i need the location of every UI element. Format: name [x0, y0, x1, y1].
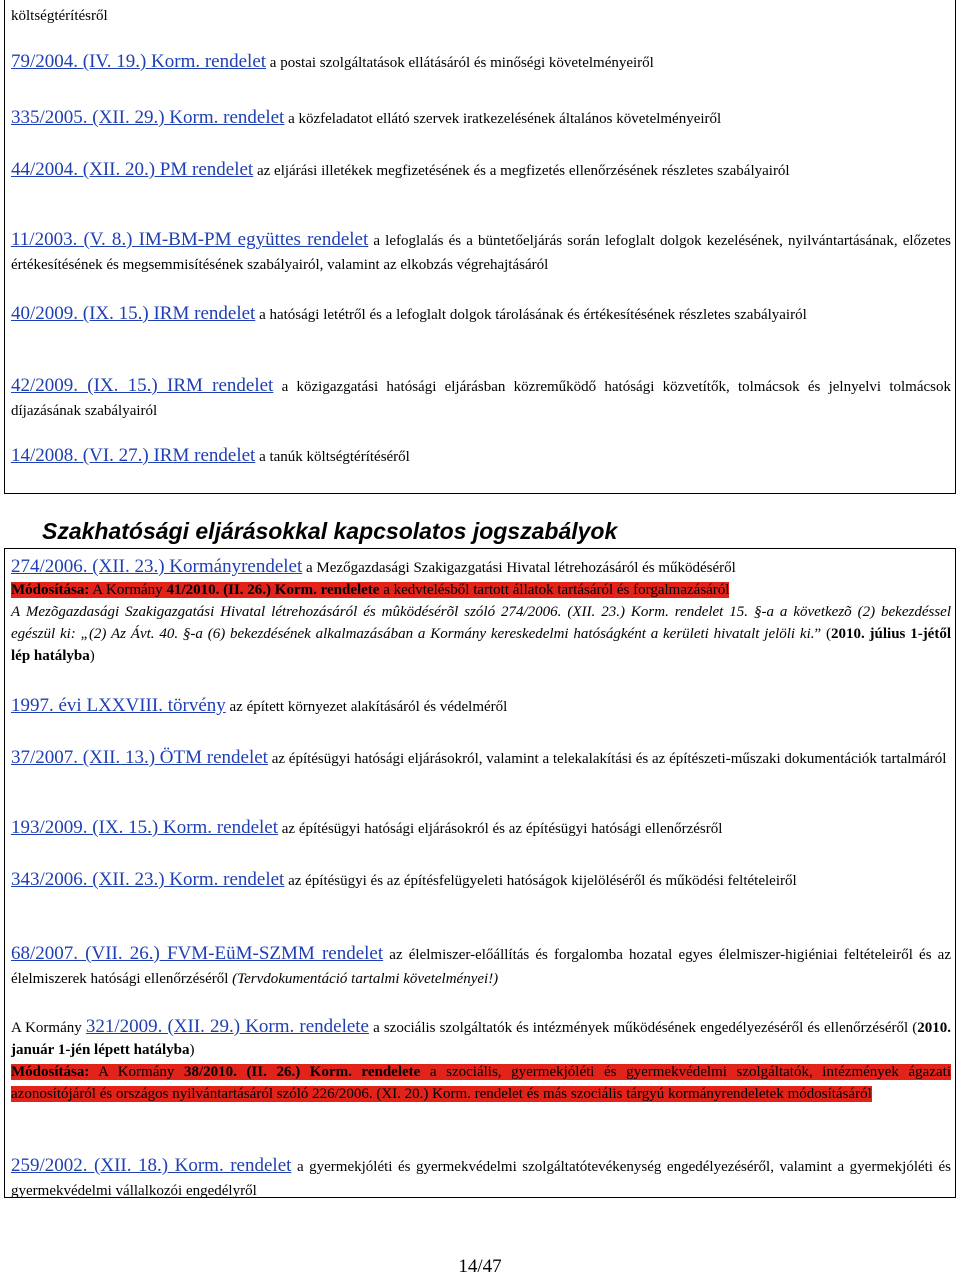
law-link[interactable]: 259/2002. (XII. 18.) Korm. rendelet	[11, 1155, 292, 1176]
amendment-highlight: Módosítása: A Kormány 41/2010. (II. 26.) Korm. rendelete a kedvtelésből tartott állatok tartásáról és forgalmazásáról	[11, 582, 730, 598]
law-link[interactable]: 37/2007. (XII. 13.) ÖTM rendelet	[11, 747, 268, 768]
law-link[interactable]: 79/2004. (IV. 19.) Korm. rendelet	[11, 51, 267, 72]
law-link[interactable]: 44/2004. (XII. 20.) PM rendelet	[11, 159, 254, 180]
list-item	[11, 302, 951, 327]
amendment-text: A Mezõgazdasági Szakigazgatási Hivatal létrehozásáról és mûködésérõl szóló 274/2006. (XII. 23.) Korm. rendelet 15. §-a a következõ (2) bekezdéssel egészül ki: „(2) Az Ávt. 40. §-a (6) bekezdésének alkalmazásában a Kormány kereskedelmi hatóságként a kerületi hivatalt jelöli ki.	[11, 604, 951, 642]
law-link[interactable]: 1997. évi LXXVIII. törvény	[11, 695, 226, 716]
law-description: az építésügyi hatósági eljárásokról és az építésügyi hatósági ellenőrzésről	[278, 821, 723, 837]
list-item	[11, 106, 951, 131]
law-description: a Mezőgazdasági Szakigazgatási Hivatal létrehozásáról és működéséről	[302, 560, 736, 576]
section-heading: Szakhatósági eljárásokkal kapcsolatos jogszabályok	[42, 518, 618, 544]
law-description: a lefoglalás és a büntetőeljárás során lefoglalt dolgok kezelésének, nyilvántartásának, előzetes értékesítésének és megsemmisítésének szabályairól, valamint az elkobzás végrehajtásáról	[11, 233, 952, 273]
list-item	[11, 694, 951, 719]
law-description: az épített környezet alakításáról és védelméről	[225, 699, 508, 715]
law-description: a szociális szolgáltatók és intézmények működésének engedélyezéséről és ellenőrzéséről (	[369, 1020, 918, 1036]
law-link[interactable]: 321/2009. (XII. 29.) Korm. rendelete	[85, 1016, 369, 1037]
law-note: (Tervdokumentáció tartalmi követelményei!)	[232, 971, 499, 987]
page-number: 14/47	[458, 1256, 502, 1277]
list-item	[11, 942, 951, 991]
text-line: költségtérítésről	[11, 8, 108, 24]
law-link[interactable]: 68/2007. (VII. 26.) FVM-EüM-SZMM rendelet	[11, 943, 384, 964]
law-description: az építésügyi és az építésfelügyeleti hatóságok kijelöléséről és működési feltételeiről	[284, 873, 797, 889]
law-description: a közigazgatási hatósági eljárásban közreműködő hatósági közvetítők, tolmácsok és jelnyelvi tolmácsok díjazásának szabályairól	[11, 379, 951, 419]
list-item	[11, 746, 951, 771]
amendment-highlight: Módosítása: A Kormány 38/2010. (II. 26.) Korm. rendelete a szociális, gyermekjóléti és gyermekvédelmi szolgáltatók, intézmények ágazati azonosítójáról és országos nyilvántartásáról szóló 226/2006. (XI. 20.) Korm. rendelet és más szociális tárgyú kormányrendeletek módosításáról	[11, 1064, 951, 1102]
law-link[interactable]: 193/2009. (IX. 15.) Korm. rendelet	[11, 817, 278, 838]
law-description: a tanúk költségtérítéséről	[255, 449, 410, 465]
effective-date: 2010. július 1-jétől lép hatályba	[11, 626, 952, 664]
law-description: az építésügyi hatósági eljárásokról, valamint a telekalakítási és az építészeti-műszaki dokumentációk tartalmáról	[267, 751, 947, 767]
law-description: a gyermekjóléti és gyermekvédelmi szolgáltatótevékenység engedélyezéséről, valamint a gyermekjóléti és gyermekvédelmi vállalkozói engedélyről	[11, 1159, 951, 1199]
list-item	[11, 868, 951, 893]
law-link[interactable]: 40/2009. (IX. 15.) IRM rendelet	[11, 303, 256, 324]
list-item: 274/2006. (XII. 23.) Kormányrendelet a Mezőgazdasági Szakigazgatási Hivatal létrehozásáról és működéséről Módosítása: A Kormány 41/2010. (II. 26.) Korm. rendelete a kedvtelésből tartott állatok tartásáról és forgalmazásáról A Mezõgazdasági Szakigazgatási Hivatal létrehozásáról és mûködésérõl szóló 274/2006. (XII. 23.) Korm. rendelet 15. §-a a következõ (2) bekezdéssel egészül ki: „(2) Az Ávt. 40. §-a (6) bekezdésének alkalmazásában a Kormány kereskedelmi hatóságként a kerületi hivatalt jelöli ki.” (2010. július 1-jétől lép hatályba)	[11, 556, 952, 664]
law-description: az eljárási illetékek megfizetésének és a megfizetés ellenőrzésének részletes szabályairól	[253, 163, 790, 179]
list-item	[11, 50, 951, 75]
list-item	[11, 228, 951, 277]
law-description: a postai szolgáltatások ellátásáról és minőségi követelményeiről	[266, 55, 654, 71]
law-link[interactable]: 335/2005. (XII. 29.) Korm. rendelet	[11, 107, 285, 128]
list-item	[11, 816, 951, 841]
list-item	[11, 444, 951, 469]
law-description: a közfeladatot ellátó szervek iratkezelésének általános követelményeiről	[284, 111, 722, 127]
law-link[interactable]: 343/2006. (XII. 23.) Korm. rendelet	[11, 869, 285, 890]
law-link[interactable]: 42/2009. (IX. 15.) IRM rendelet	[11, 375, 274, 396]
list-item: A Kormány 321/2009. (XII. 29.) Korm. rendelete a szociális szolgáltatók és intézmények működésének engedélyezéséről és ellenőrzéséről (2010. január 1-jén lépett hatályba) Módosítása: A Kormány 38/2010. (II. 26.) Korm. rendelete a szociális, gyermekjóléti és gyermekvédelmi szolgáltatók, intézmények ágazati azonosítójáról és országos nyilvántartásáról szóló 226/2006. (XI. 20.) Korm. rendelet és más szociális tárgyú kormányrendeletek módosításáról	[11, 1016, 951, 1102]
effective-date: 2010. január 1-jén lépett hatályba	[11, 1020, 951, 1058]
list-item	[11, 1154, 951, 1203]
list-item	[11, 158, 951, 183]
list-item	[11, 374, 951, 423]
law-link[interactable]: 274/2006. (XII. 23.) Kormányrendelet	[11, 556, 303, 577]
law-link[interactable]: 14/2008. (VI. 27.) IRM rendelet	[11, 445, 256, 466]
law-link[interactable]: 11/2003. (V. 8.) IM-BM-PM együttes rendelet	[11, 229, 369, 250]
law-description: a hatósági letétről és a lefoglalt dolgok tárolásának és értékesítésének részletes szabályairól	[255, 307, 807, 323]
law-description: az élelmiszer-előállítás és forgalomba hozatal egyes élelmiszer-higiéniai feltételeiről és az élelmiszerek hatósági ellenőrzéséről	[11, 947, 951, 987]
